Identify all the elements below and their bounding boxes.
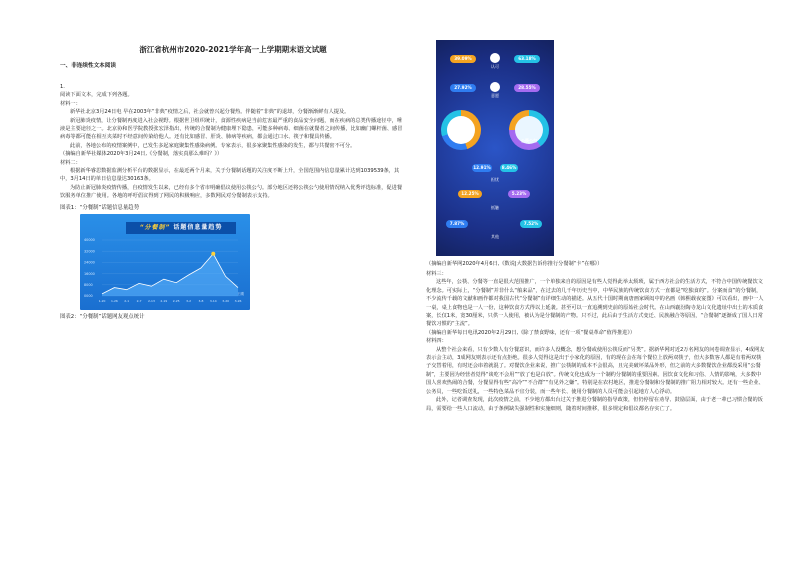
chart-banner-highlight: “分餐制” (139, 223, 171, 231)
material-1-label: 材料一： (60, 100, 81, 107)
material-2-paragraph: 根据新华睿思数据监测分析平台的数据显示，在最近两个月来，关于分餐制话题的关注度不断上升，全国范围内信息量累计达到1039539条，其中，3月14日的单日信息量达30163条。 (60, 168, 400, 183)
willing-icon (490, 82, 500, 92)
x-tick-label: 3-2 (186, 298, 191, 303)
material-4-label: 材料四： (426, 338, 447, 345)
x-tick-label: 2-19 (160, 298, 168, 303)
worry-left-value: 12.91% (473, 165, 491, 170)
x-tick-label: 3-8 (198, 298, 204, 303)
y-tick-label: 32000 (84, 249, 95, 254)
resist-label: 抵触 (491, 205, 499, 210)
instruction-text: 阅读下面文本，完成下列各题。 (60, 92, 133, 99)
figure-2-source: （摘编自新华网2020年4月6日,《数说|大数据告诉你推行分餐制“卡”在哪》） (426, 261, 603, 267)
figure-2-label: 图表2：“分餐制”话题网友观点统计 (60, 313, 145, 320)
material-1-paragraph: 新华社北京3月24日电 早在2003年“非典”疫情之后，社会就曾兴起分餐热。伴随着“非典”的退却，分餐渐渐鲜有人提及。 (70, 109, 350, 116)
y-tick-label: 8000 (84, 282, 93, 287)
other-right-value: 7.52% (520, 220, 542, 228)
x-tick-label: 3-26 (234, 298, 242, 303)
left-column (60, 40, 406, 322)
info-trend-chart (80, 214, 250, 310)
material-3-source: （摘编自新华每日电讯2020年2月29日,《除了禁食野味，还有一项“餐桌革命”值得推进》） (426, 329, 636, 336)
x-tick-label: 3-14 (209, 298, 217, 303)
x-tick-label: 2-7 (136, 298, 142, 303)
y-tick-label: 24000 (84, 260, 95, 265)
material-3-paragraph: 这些年，公筷、分餐等一直是很大范围推广，一个单独来自的原因是有些人觉得此举太烦琐，属于西方社会的生活方式，不符合中国传统餐饮文化理念。可实际上，“分餐制”并非什么“舶来品”，在过去的几千年历史当中，中华民族的传统饮食方式一直都是“吃独食的”。分案而食”的分餐制，不少流传千载的文献和画作都对我国古代“分餐制”有详细生动的描述。从五代十国时期南唐画家顾闳中的名画《韩熙载夜宴图》可以看出，画中一人一桌，桌上食物也是一人一份，这种饮食方式得以上延袭。甚至可以一直追溯到史前的原始社会时代。在山西襄汾陶寺龙山文化遗址中出土的木质食案，长仅1米，宽30厘米，只供一人使用，被认为是分餐制的产物。只不过，此后由于生活方式变迁、民族融合等原因，“合餐制”逐渐成了国人日常餐饮习惯的“主流”。 (426, 279, 764, 328)
willing-label: 意愿 (491, 93, 499, 98)
x-tick-label: 1-20 (98, 298, 106, 303)
material-3-label: 材料三： (426, 271, 447, 277)
opinion-infographic (436, 40, 554, 256)
series-area (102, 253, 238, 295)
approve-label: 认可 (491, 64, 499, 69)
willing-left-value: 27.92% (450, 84, 476, 92)
x-axis-title: 日期 (237, 291, 244, 296)
split-meal-caption: 分餐制 (455, 138, 467, 143)
figure-1-label: 图表1：“分餐制”话题信息量趋势 (60, 204, 140, 211)
material-4-paragraph: 此外，记者调查发现，此次疫情之前，不少地方都出台过关于推进分餐制的指导政策，但仍停留在劝导、鼓励层面，由于老一辈已习惯合餐的饭局，需要给一些人口流动，由于条例缺失强制性和实施细则，随着时间推移，很多规定和倡议都名存实亡了。 (426, 397, 763, 412)
approve-right-value: 63.18% (514, 55, 540, 63)
y-tick-label: 16000 (84, 271, 95, 276)
trend-chart-svg (80, 214, 250, 310)
right-column (426, 40, 766, 413)
peak-point (211, 251, 215, 255)
x-tick-label: 2-1 (124, 298, 130, 303)
worry-right-value: 8.46% (501, 165, 517, 170)
material-2-label: 材料二： (60, 159, 81, 166)
public-chopsticks-circle (509, 110, 549, 150)
material-1-source: （摘编自新华社媒体2020年3月24日,《分餐制，落实真那么难吗？》） (60, 151, 223, 158)
resist-right-value: 5.23% (508, 190, 530, 198)
material-1-paragraph: 此前，各地公布的疫情案例中，已发生多起家庭聚集性感染病例。专家表示，很多家聚集性感染的发生，都与共餐密不可分。 (70, 142, 356, 149)
x-tick-label: 2-25 (172, 298, 180, 303)
y-tick-label: 40000 (84, 237, 95, 242)
material-2-paragraph: 为防止新冠肺炎疫情传播，自疫情发生以来，已经有多个省市明确倡议使用公筷公勺。部分地区还将公筷公勺使用情况纳入优秀评选标准，促进餐饮服务单位推广使用。各地的呼吁倡议得到了网民的积极响应，多数网民对分餐制表示支持。 (60, 184, 403, 200)
material-4-paragraph: 从整个社会来看，只有少数人有分餐意识，而许多人没概念，想分餐或使用公筷反而“另类”。据新华网对近2万名网友的问卷调查显示，4成网友表示会主动，3成网友则表示还有点拒绝。很多人觉得这是出于小家化的原因，有的现在会在每个餐位上放两双筷子，但大多数客人都是有着两双筷子交替着用，有时还会串着就混了。对餐饮企业来说，推广公筷制的成本不会很高，且完美破坏菜品外形，但之前的大多数餐饮企业都没采用“公餐制”，主要因为经营者觉得“谈吃不会用”“放了也是白放”。传统文化也成为一个制约分餐制的重要因素。因饮食文化和习俗、人情的影响，大多数中国人喜欢热闹的合餐，分餐显得有些“高冷”“不合群”“有见外之嫌”。特别是在农村地区，推进分餐制和分餐制的推广阻力相对较大。还有一些企业、公务员，一些吃饭送礼，一些特色菜品不宜分装，而一些年长、使用分餐制的人员可能会引起地方人心浮动。 (426, 346, 765, 395)
approve-left-value: 39.09% (450, 55, 476, 63)
approve-icon (490, 53, 500, 63)
question-number: 1. (60, 84, 65, 90)
worry-label: 担忧 (491, 177, 499, 182)
resist-left-value: 12.25% (458, 190, 482, 198)
x-tick-label: 1-26 (110, 298, 118, 303)
y-tick-label: 0000 (84, 293, 93, 298)
material-1-paragraph: 新冠肺炎疫情，让分餐制再度进入社会视野。根据世卫组织统计，食源性疾病是当前危害最严重的食品安全问题，而在疾病的总类传播途径中，唾液是主要途径之一。北京协和医学院教授张宏泽指出，传统的合餐制为健康埋下隐患，可能多种病毒、细菌在就餐者之间传播，比如幽门螺杆菌、感冒病毒等都可能在相互夹菜时不经意间传染给他人。还有比如感冒、肝炎、肺病等疾病，都会通过口水、筷子和餐具传播。 (60, 117, 403, 141)
public-chopsticks-caption: 公筷公勺 (521, 138, 537, 143)
willing-right-value: 28.55% (514, 84, 540, 92)
x-tick-label: 2-13 (148, 298, 155, 303)
split-meal-circle (441, 110, 481, 150)
chart-banner-text: 话题信息量趋势 (173, 223, 223, 231)
other-label: 其他 (491, 234, 499, 239)
other-left-value: 7.87% (446, 220, 468, 228)
page-title: 浙江省杭州市2020-2021学年高一上学期期末语文试题 (139, 45, 327, 54)
section-heading: 一、非连续性文本阅读 (60, 63, 116, 69)
x-tick-label: 3-20 (222, 298, 230, 303)
